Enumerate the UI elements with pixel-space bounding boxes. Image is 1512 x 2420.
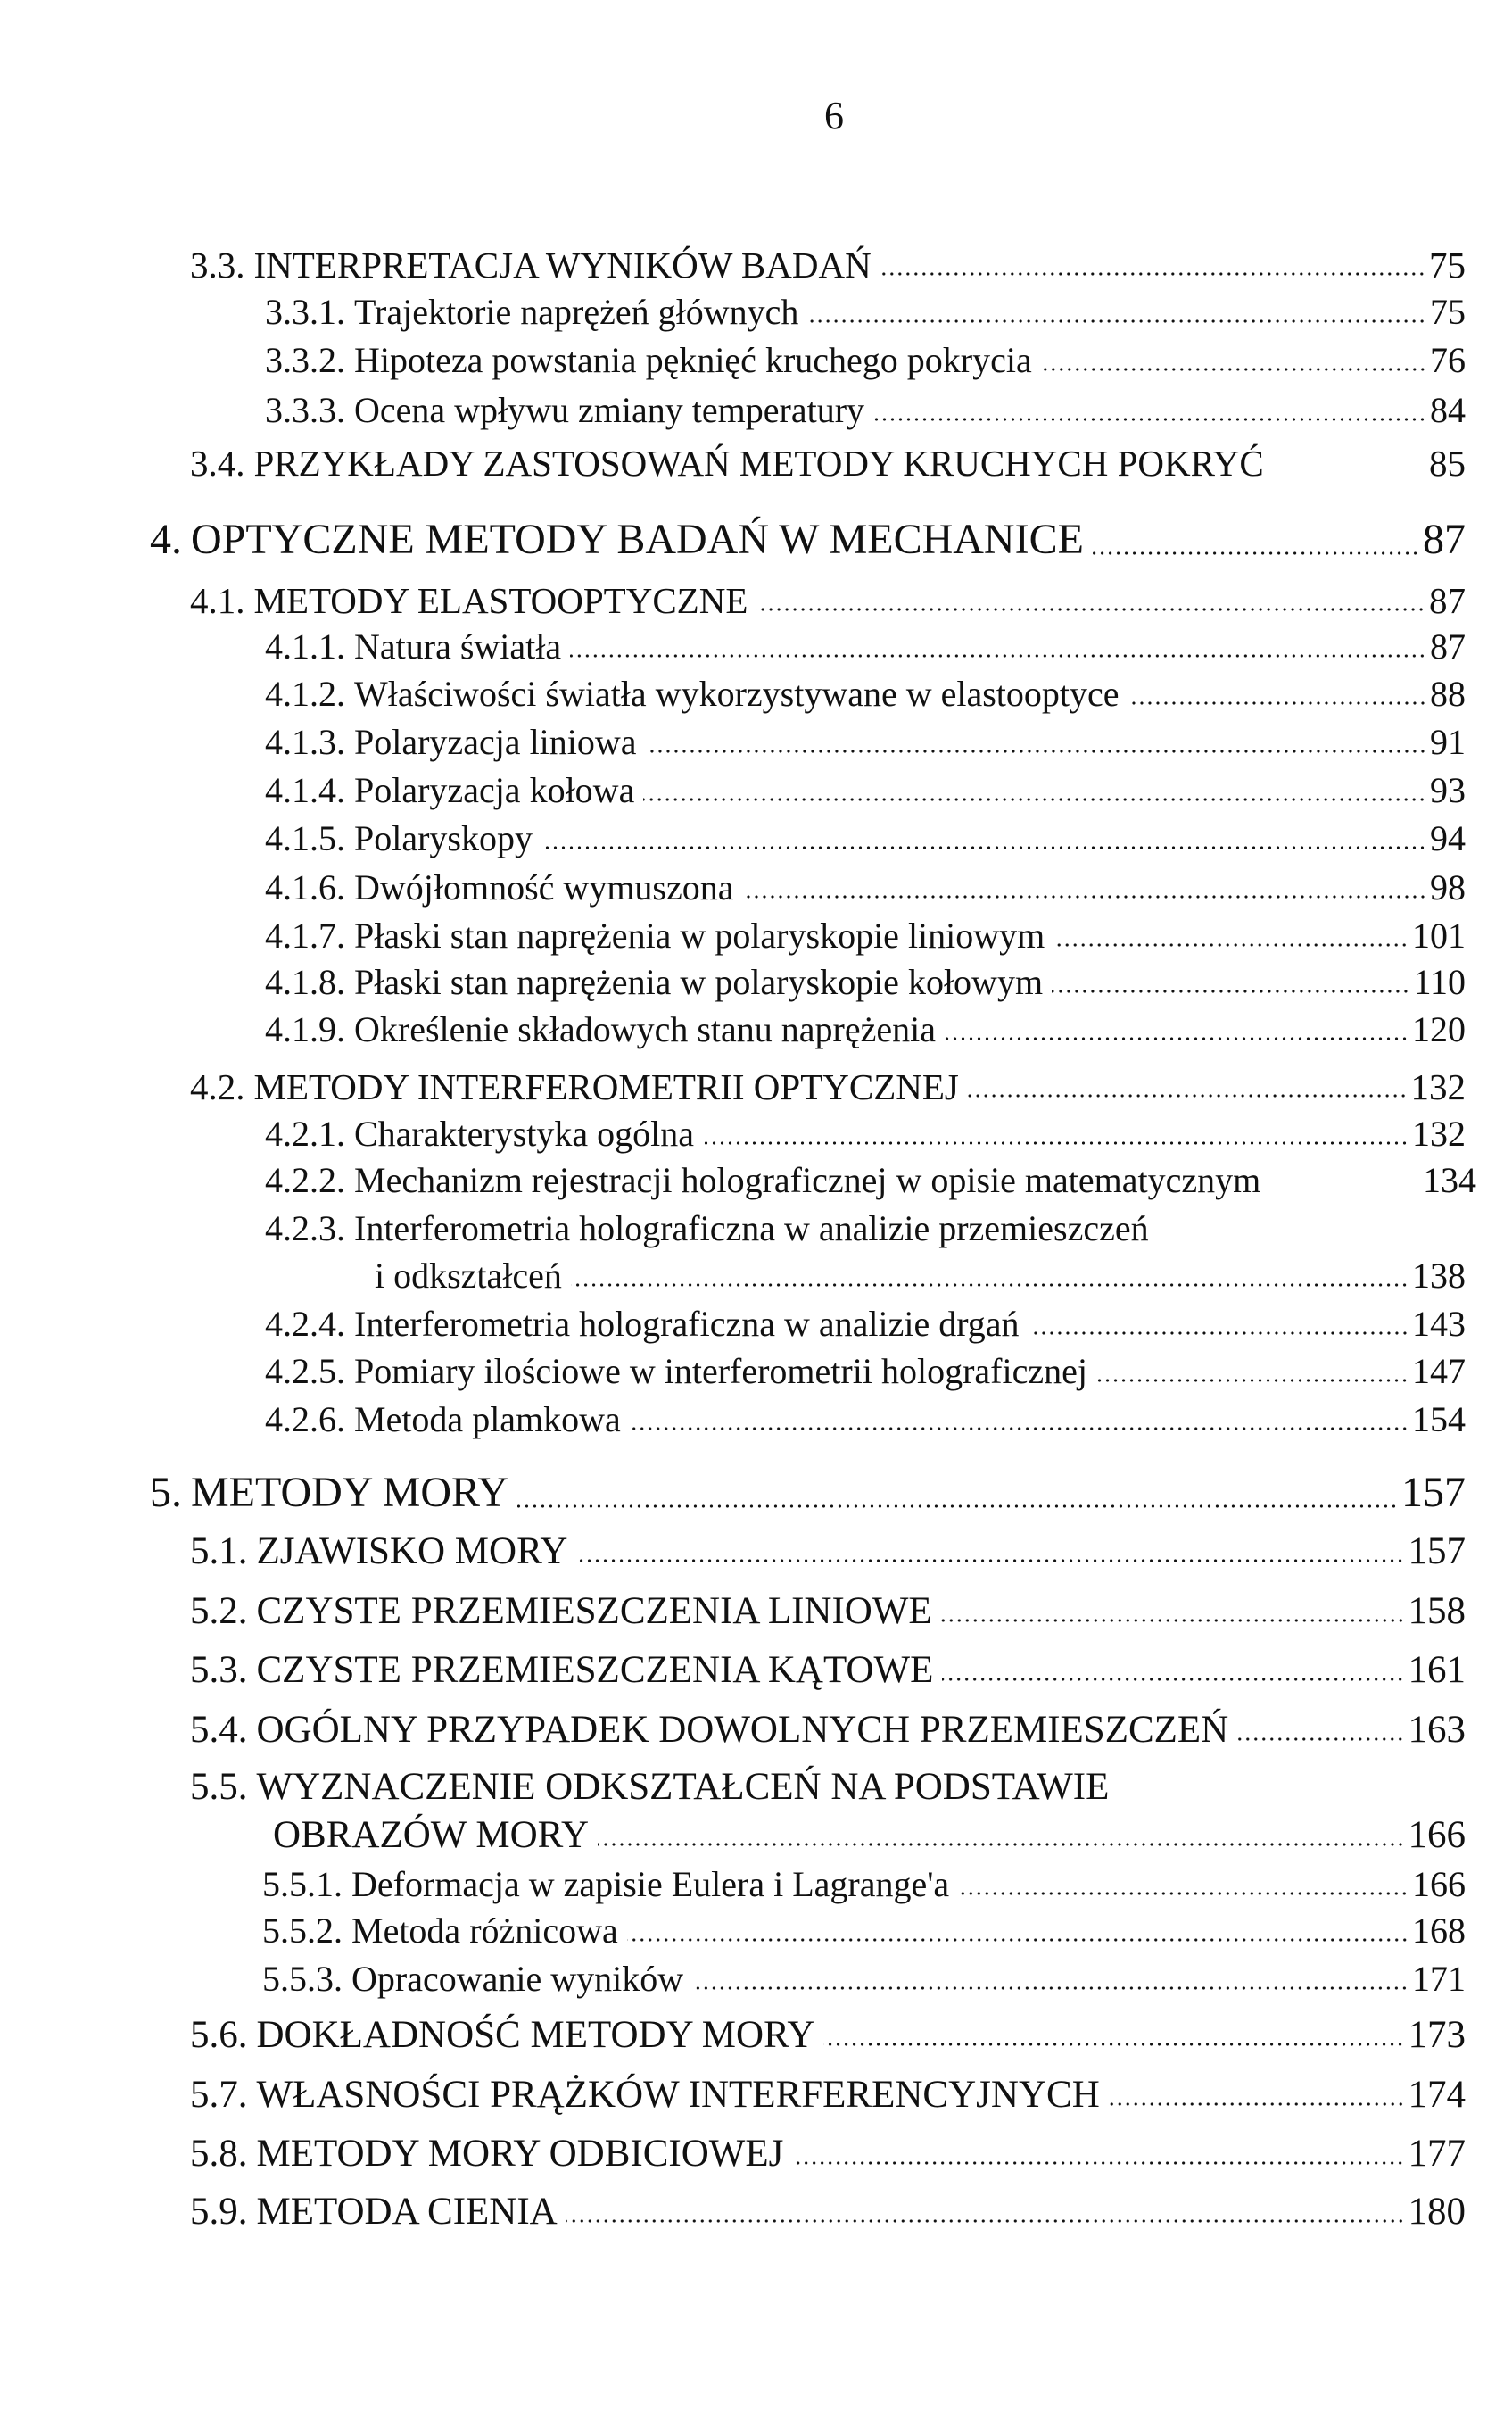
entry-number: 5.5.3. — [262, 1959, 343, 1999]
entry-title: Właściwości światła wykorzystywane w elastooptyce — [354, 674, 1120, 714]
dot-leader — [598, 1842, 1405, 1847]
entry-page-number: 87 — [1429, 580, 1466, 621]
entry-title: Mechanizm rejestracji holograficznej w opisie matematycznym — [354, 1160, 1261, 1200]
toc-entry — [265, 768, 1466, 813]
entry-number: 4.1.5. — [265, 818, 345, 858]
toc-entry — [265, 1112, 1466, 1156]
entry-page-number: 157 — [1408, 1530, 1466, 1572]
entry-page-number: 76 — [1430, 340, 1466, 380]
dot-leader — [1109, 2101, 1405, 2107]
entry-title: WŁASNOŚCI PRĄŻKÓW INTERFERENCYJNYCH — [256, 2074, 1100, 2116]
entry-page-number: 132 — [1410, 1066, 1466, 1107]
toc-entry — [190, 2132, 1466, 2176]
entry-page-number: 143 — [1412, 1304, 1466, 1344]
entry-title: Interferometria holograficzna w analizie przemieszczeń — [354, 1208, 1149, 1248]
entry-title: METODY MORY — [191, 1469, 509, 1516]
page-number: 6 — [824, 94, 844, 137]
entry-title: Metoda plamkowa — [354, 1399, 621, 1439]
entry-number: 5.7. — [190, 2074, 248, 2116]
entry-page-number: 168 — [1412, 1910, 1466, 1951]
entry-number: 4.2. — [190, 1066, 245, 1107]
entry-number: 4.2.2. — [265, 1160, 345, 1200]
toc-entry — [265, 1007, 1466, 1052]
entry-number: 5.1. — [190, 1530, 248, 1572]
toc-entry — [273, 1813, 1466, 1858]
entry-title: Hipoteza powstania pęknięć kruchego pokrycia — [354, 340, 1032, 380]
entry-number: 4.1.1. — [265, 626, 345, 667]
dot-leader — [756, 607, 1425, 612]
entry-number: 5.2. — [190, 1590, 248, 1632]
toc-entry — [150, 1466, 1466, 1520]
entry-page-number: 134 — [1423, 1160, 1476, 1200]
dot-leader — [968, 1093, 1408, 1098]
dot-leader — [873, 417, 1426, 422]
entry-title: METODY MORY ODBICIOWEJ — [256, 2133, 784, 2175]
entry-page-number: 88 — [1430, 674, 1466, 714]
entry-page-number: 161 — [1408, 1649, 1466, 1691]
entry-title: Płaski stan naprężenia w polaryskopie kołowym — [354, 962, 1044, 1002]
entry-number: 5.5.1. — [262, 1864, 343, 1904]
entry-page-number: 180 — [1408, 2191, 1466, 2233]
entry-title: Polaryzacja liniowa — [354, 722, 637, 762]
entry-page-number: 98 — [1430, 867, 1466, 908]
entry-title: INTERPRETACJA WYNIKÓW BADAŃ — [253, 244, 872, 286]
dot-leader — [1096, 1378, 1409, 1383]
dot-leader — [630, 1426, 1409, 1431]
entry-page-number: 138 — [1412, 1256, 1466, 1296]
entry-title: METODA CIENIA — [256, 2191, 558, 2233]
entry-number: 3.4. — [190, 443, 245, 484]
entry-title: CZYSTE PRZEMIESZCZENIA LINIOWE — [256, 1590, 932, 1632]
dot-leader — [571, 1282, 1409, 1288]
entry-page-number: 87 — [1430, 626, 1466, 667]
entry-title: OGÓLNY PRZYPADEK DOWOLNYCH PRZEMIESZCZEŃ — [256, 1709, 1229, 1751]
entry-number: 3.3.1. — [265, 292, 345, 332]
entry-page-number: 166 — [1412, 1864, 1466, 1904]
dot-leader — [1053, 942, 1409, 948]
toc-entry — [265, 388, 1466, 433]
entry-number: 4.1.3. — [265, 722, 345, 762]
dot-leader — [880, 271, 1425, 277]
toc-entry — [190, 1065, 1466, 1109]
toc-entry — [190, 578, 1466, 623]
entry-number: 5.4. — [190, 1709, 248, 1751]
entry-number: 4.2.4. — [265, 1304, 345, 1344]
entry-page-number: 120 — [1412, 1009, 1466, 1049]
entry-number: 4. — [150, 516, 182, 563]
entry-page-number: 101 — [1412, 916, 1466, 956]
entry-page-number: 157 — [1401, 1469, 1466, 1516]
entry-title: OPTYCZNE METODY BADAŃ W MECHANICE — [191, 516, 1084, 563]
dot-leader — [1052, 989, 1409, 994]
entry-title-continuation: i odkształceń — [375, 1256, 562, 1296]
toc-entry — [265, 816, 1466, 861]
entry-number: 3.3.2. — [265, 340, 345, 380]
entry-number: 3.3.3. — [265, 390, 345, 430]
dot-leader — [1041, 367, 1426, 372]
entry-page-number: 147 — [1412, 1351, 1466, 1391]
entry-number: 4.1. — [190, 580, 245, 621]
entry-title: Pomiary ilościowe w interferometrii holograficznej — [354, 1351, 1087, 1391]
entry-number: 3.3. — [190, 244, 245, 286]
entry-number: 4.2.6. — [265, 1399, 345, 1439]
dot-leader — [627, 1937, 1409, 1943]
entry-title: METODY ELASTOOPTYCZNE — [253, 580, 748, 621]
toc-entry — [262, 1909, 1466, 1953]
dot-leader — [566, 2218, 1405, 2224]
dot-leader — [958, 1891, 1409, 1896]
entry-page-number: 171 — [1412, 1959, 1466, 1999]
dot-leader — [1128, 700, 1426, 706]
toc-entry — [190, 2073, 1466, 2118]
entry-number: 4.1.7. — [265, 916, 345, 956]
toc-entry — [265, 1397, 1466, 1442]
entry-title: Dwójłomność wymuszona — [354, 867, 734, 908]
toc-entry — [265, 720, 1466, 765]
entry-page-number: 110 — [1413, 962, 1466, 1002]
toc-entry — [265, 1349, 1466, 1394]
entry-number: 4.1.9. — [265, 1009, 345, 1049]
entry-page-number: 166 — [1408, 1814, 1466, 1856]
entry-title: Ocena wpływu zmiany temperatury — [354, 390, 865, 430]
toc-entry — [375, 1254, 1466, 1298]
entry-number: 5.8. — [190, 2133, 248, 2175]
dot-leader — [703, 1140, 1409, 1146]
toc-entry — [265, 672, 1466, 717]
dot-leader — [945, 1036, 1409, 1041]
entry-title: Natura światła — [354, 626, 562, 667]
entry-page-number: 75 — [1429, 244, 1466, 286]
entry-title: Charakterystyka ogólna — [354, 1114, 694, 1154]
dot-leader — [743, 894, 1426, 899]
entry-number: 5. — [150, 1469, 182, 1516]
entry-page-number: 132 — [1412, 1114, 1466, 1154]
toc-entry — [190, 1765, 1466, 1810]
entry-title: Opracowanie wyników — [351, 1959, 684, 1999]
toc-entry — [190, 1589, 1466, 1634]
entry-page-number: 91 — [1430, 722, 1466, 762]
dot-leader — [517, 1504, 1398, 1509]
dot-leader — [807, 319, 1426, 324]
dot-leader — [646, 749, 1426, 754]
dot-leader — [942, 1677, 1404, 1682]
entry-page-number: 177 — [1408, 2133, 1466, 2175]
entry-page-number: 75 — [1430, 292, 1466, 332]
entry-title: Deformacja w zapisie Eulera i Lagrange'a — [351, 1864, 950, 1904]
entry-title: DOKŁADNOŚĆ METODY MORY — [256, 2014, 815, 2056]
entry-number: 4.2.1. — [265, 1114, 345, 1154]
entry-number: 4.1.8. — [265, 962, 345, 1002]
entry-page-number: 85 — [1429, 443, 1466, 484]
dot-leader — [1029, 1330, 1409, 1336]
entry-title: CZYSTE PRZEMIESZCZENIA KĄTOWE — [256, 1649, 934, 1691]
entry-title: Interferometria holograficzna w analizie drgań — [354, 1304, 1020, 1344]
toc-entry — [190, 441, 1466, 485]
entry-number: 5.9. — [190, 2191, 248, 2233]
dot-leader — [570, 653, 1426, 659]
dot-leader — [941, 1618, 1405, 1623]
entry-title: PRZYKŁADY ZASTOSOWAŃ METODY KRUCHYCH POKRYĆ — [253, 443, 1264, 484]
entry-title: METODY INTERFEROMETRII OPTYCZNEJ — [253, 1066, 959, 1107]
entry-title: Metoda różnicowa — [351, 1910, 618, 1951]
entry-page-number: 87 — [1423, 516, 1466, 563]
entry-title: Polaryzacja kołowa — [354, 770, 635, 810]
entry-title-continuation: OBRAZÓW MORY — [273, 1814, 589, 1856]
toc-entry — [265, 625, 1466, 669]
entry-number: 4.2.5. — [265, 1351, 345, 1391]
entry-page-number: 173 — [1408, 2014, 1466, 2056]
entry-number: 4.2.3. — [265, 1208, 345, 1248]
entry-page-number: 174 — [1408, 2074, 1466, 2116]
entry-number: 4.1.6. — [265, 867, 345, 908]
entry-title: WYZNACZENIE ODKSZTAŁCEŃ NA PODSTAWIE — [256, 1766, 1110, 1808]
toc-entry — [190, 2190, 1466, 2234]
toc-entry — [265, 960, 1466, 1005]
dot-leader — [541, 845, 1426, 850]
entry-number: 5.5.2. — [262, 1910, 343, 1951]
toc-entry — [262, 1957, 1466, 2001]
toc-entry — [265, 866, 1466, 910]
toc-entry — [190, 243, 1466, 287]
toc-entry — [265, 1302, 1466, 1347]
dot-leader — [643, 797, 1426, 802]
dot-leader — [823, 2042, 1404, 2047]
entry-page-number: 84 — [1430, 390, 1466, 430]
dot-leader — [792, 2160, 1404, 2166]
toc-entry — [190, 2013, 1466, 2058]
dot-leader — [1093, 551, 1419, 556]
toc-entry — [265, 290, 1466, 335]
entry-page-number: 93 — [1430, 770, 1466, 810]
toc-entry — [150, 513, 1466, 567]
toc-entry — [265, 1206, 1466, 1251]
entry-title: Określenie składowych stanu naprężenia — [354, 1009, 936, 1049]
dot-leader — [1237, 1736, 1404, 1742]
entry-number: 5.3. — [190, 1649, 248, 1691]
toc-entry — [265, 1158, 1476, 1203]
entry-number: 4.1.2. — [265, 674, 345, 714]
toc-entry — [190, 1648, 1466, 1693]
entry-title: ZJAWISKO MORY — [256, 1530, 568, 1572]
entry-page-number: 158 — [1408, 1590, 1466, 1632]
entry-page-number: 154 — [1412, 1399, 1466, 1439]
entry-title: Płaski stan naprężenia w polaryskopie liniowym — [354, 916, 1045, 956]
entry-page-number: 163 — [1408, 1709, 1466, 1751]
entry-title: Polaryskopy — [354, 818, 533, 858]
toc-entry — [265, 914, 1466, 958]
toc-entry — [190, 1708, 1466, 1753]
entry-number: 5.6. — [190, 2014, 248, 2056]
entry-page-number: 94 — [1430, 818, 1466, 858]
toc-entry — [265, 338, 1466, 383]
dot-leader — [576, 1558, 1404, 1563]
toc-entry — [262, 1862, 1466, 1907]
dot-leader — [692, 1985, 1409, 1991]
entry-number: 5.5. — [190, 1766, 248, 1808]
entry-title: Trajektorie naprężeń głównych — [354, 292, 799, 332]
toc-entry — [190, 1529, 1466, 1574]
entry-number: 4.1.4. — [265, 770, 345, 810]
